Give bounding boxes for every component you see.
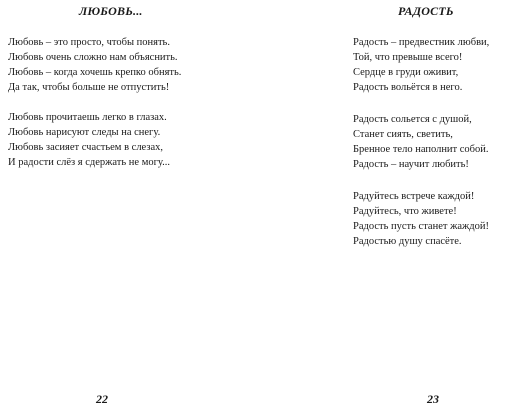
poem-line: Радость пусть станет жаждой!	[353, 221, 489, 232]
poem-line: Радостью душу спасёте.	[353, 236, 462, 247]
poem-line: И радости слёз я сдержать не могу...	[8, 157, 170, 168]
poem-line: Сердце в груди оживит,	[353, 67, 459, 78]
page-number: 22	[96, 392, 108, 406]
poem-title-love: ЛЮБОВЬ...	[79, 4, 143, 18]
stanza	[353, 189, 489, 249]
poem-line: Радость – предвестник любви,	[353, 37, 490, 48]
poem-line: Любовь очень сложно нам объяснить.	[8, 52, 178, 63]
poem-line: Любовь засияет счастьем в слезах,	[8, 142, 164, 153]
poem-line: Да так, чтобы больше не отпустить!	[8, 82, 170, 93]
poem-line: Любовь – это просто, чтобы понять.	[8, 37, 170, 48]
stanza	[8, 110, 170, 170]
page-number: 23	[427, 392, 439, 406]
poem-line: Радуйтесь встрече каждой!	[353, 191, 475, 202]
stanza	[353, 112, 489, 172]
poem-line: Любовь нарисуют следы на снегу.	[8, 127, 161, 138]
poem-line: Любовь прочитаешь легко в глазах.	[8, 112, 167, 123]
stanza	[8, 35, 181, 95]
poem-line: Радость – научит любить!	[353, 159, 469, 170]
poem-line: Той, что превыше всего!	[353, 52, 463, 63]
poem-line: Радуйтесь, что живете!	[353, 206, 457, 217]
poem-line: Любовь – когда хочешь крепко обнять.	[8, 67, 182, 78]
poem-line: Бренное тело наполнит собой.	[353, 144, 489, 155]
poem-line: Радость сольется с душой,	[353, 114, 472, 125]
stanza	[353, 35, 489, 95]
right-page	[256, 0, 513, 408]
poem-title-joy: РАДОСТЬ	[398, 4, 454, 18]
left-page	[0, 0, 256, 408]
poem-line: Радость вольётся в него.	[353, 82, 463, 93]
poem-line: Станет сиять, светить,	[353, 129, 453, 140]
